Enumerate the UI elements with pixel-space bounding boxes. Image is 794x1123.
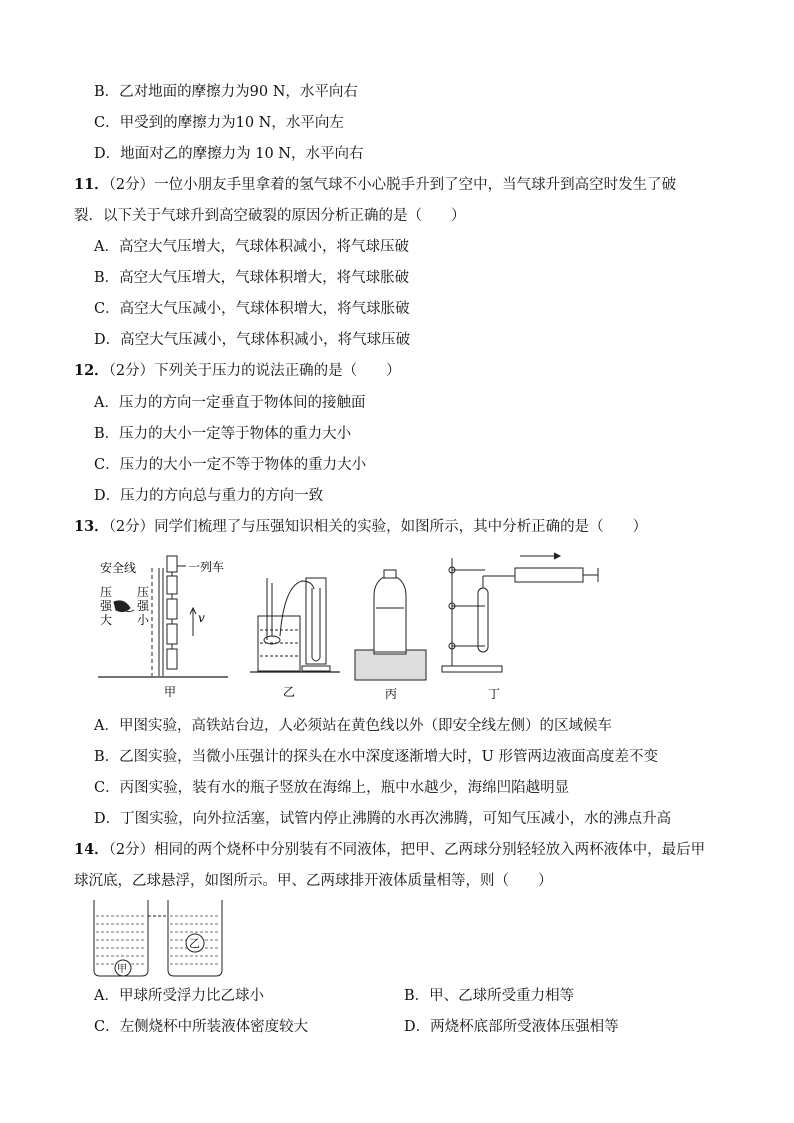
q12-option-d: D．压力的方向总与重力的方向一致 <box>94 488 324 504</box>
q11-stem-line1 <box>74 175 676 195</box>
q14-option-a: A．甲球所受浮力比乙球小 <box>94 988 264 1004</box>
q13-pressure-small-1: 压 <box>137 585 150 599</box>
q13-pressure-big-3: 大 <box>100 613 113 627</box>
q13-stem-text: （2分）同学们梳理了与压强知识相关的实验，如图所示，其中分析正确的是（ ） <box>108 519 648 535</box>
q14-number: 14． <box>74 841 109 858</box>
q11-stem-text: （2分）一位小朋友手里拿着的氢气球不小心脱手升到了空中，当气球升到高空时发生了破 <box>108 177 677 193</box>
q10-option-b: B．乙对地面的摩擦力为90 N，水平向右 <box>94 84 358 100</box>
q13-pressure-small-3: 小 <box>137 613 150 627</box>
q12-option-b: B．压力的大小一定等于物体的重力大小 <box>94 426 352 442</box>
q13-stem <box>74 517 647 537</box>
q13-safety-line-label: 安全线 <box>100 561 137 575</box>
q13-pressure-big-1: 压 <box>100 585 113 599</box>
q14-ball-jia-label: 甲 <box>117 964 127 975</box>
q14-option-d: D．两烧杯底部所受液体压强相等 <box>404 1019 619 1035</box>
q11-number: 11． <box>74 176 109 193</box>
q13-train-label: 一列车 <box>188 560 225 574</box>
q11-option-d: D．高空大气压减小，气球体积减小，将气球压破 <box>94 332 411 348</box>
q13-option-d: D．丁图实验，向外拉活塞，试管内停止沸腾的水再次沸腾，可知气压减小，水的沸点升高 <box>94 811 672 827</box>
q13-velocity-label: v <box>198 611 205 625</box>
q10-option-c: C．甲受到的摩擦力为10 N，水平向左 <box>94 115 344 131</box>
q13-number: 13． <box>74 518 109 535</box>
q13-label-bing: 丙 <box>385 687 398 701</box>
q13-option-a: A．甲图实验，高铁站台边，人必须站在黄色线以外（即安全线左侧）的区域候车 <box>94 718 612 734</box>
q12-option-a: A．压力的方向一定垂直于物体间的接触面 <box>94 395 366 411</box>
q14-stem-text: （2分）相同的两个烧杯中分别装有不同液体，把甲、乙两球分别轻轻放入两杯液体中，最后甲 <box>108 842 706 858</box>
q13-figure <box>90 548 600 703</box>
q14-stem-line1 <box>74 840 705 860</box>
q13-pressure-big-2: 强 <box>100 599 113 613</box>
q14-stem-line2: 球沉底，乙球悬浮，如图所示。甲、乙两球排开液体质量相等，则（ ） <box>74 873 553 889</box>
q13-label-yi: 乙 <box>283 685 296 699</box>
q11-option-c: C．高空大气压减小，气球体积增大，将气球胀破 <box>94 301 410 317</box>
q14-option-c: C．左侧烧杯中所装液体密度较大 <box>94 1019 309 1035</box>
q12-number: 12． <box>74 362 109 379</box>
q13-option-b: B．乙图实验，当微小压强计的探头在水中深度逐渐增大时，U 形管两边液面高度差不变 <box>94 749 658 765</box>
q14-figure <box>88 898 238 980</box>
q13-pressure-small-2: 强 <box>137 599 150 613</box>
q14-option-b: B．甲、乙球所受重力相等 <box>404 988 575 1004</box>
q13-label-ding: 丁 <box>488 687 501 701</box>
q12-option-c: C．压力的大小一定不等于物体的重力大小 <box>94 457 367 473</box>
q14-ball-yi-label: 乙 <box>189 937 200 950</box>
q12-stem-text: （2分）下列关于压力的说法正确的是（ ） <box>108 363 401 379</box>
q11-option-a: A．高空大气压增大，气球体积减小，将气球压破 <box>94 239 409 255</box>
q13-label-jia: 甲 <box>164 685 177 699</box>
q11-stem-line2: 裂．以下关于气球升到高空破裂的原因分析正确的是（ ） <box>74 208 466 224</box>
q11-option-b: B．高空大气压增大，气球体积增大，将气球胀破 <box>94 270 410 286</box>
q10-option-d: D．地面对乙的摩擦力为 10 N，水平向右 <box>94 146 364 162</box>
q12-stem <box>74 361 401 381</box>
q13-option-c: C．丙图实验，装有水的瓶子竖放在海绵上，瓶中水越少，海绵凹陷越明显 <box>94 780 570 796</box>
